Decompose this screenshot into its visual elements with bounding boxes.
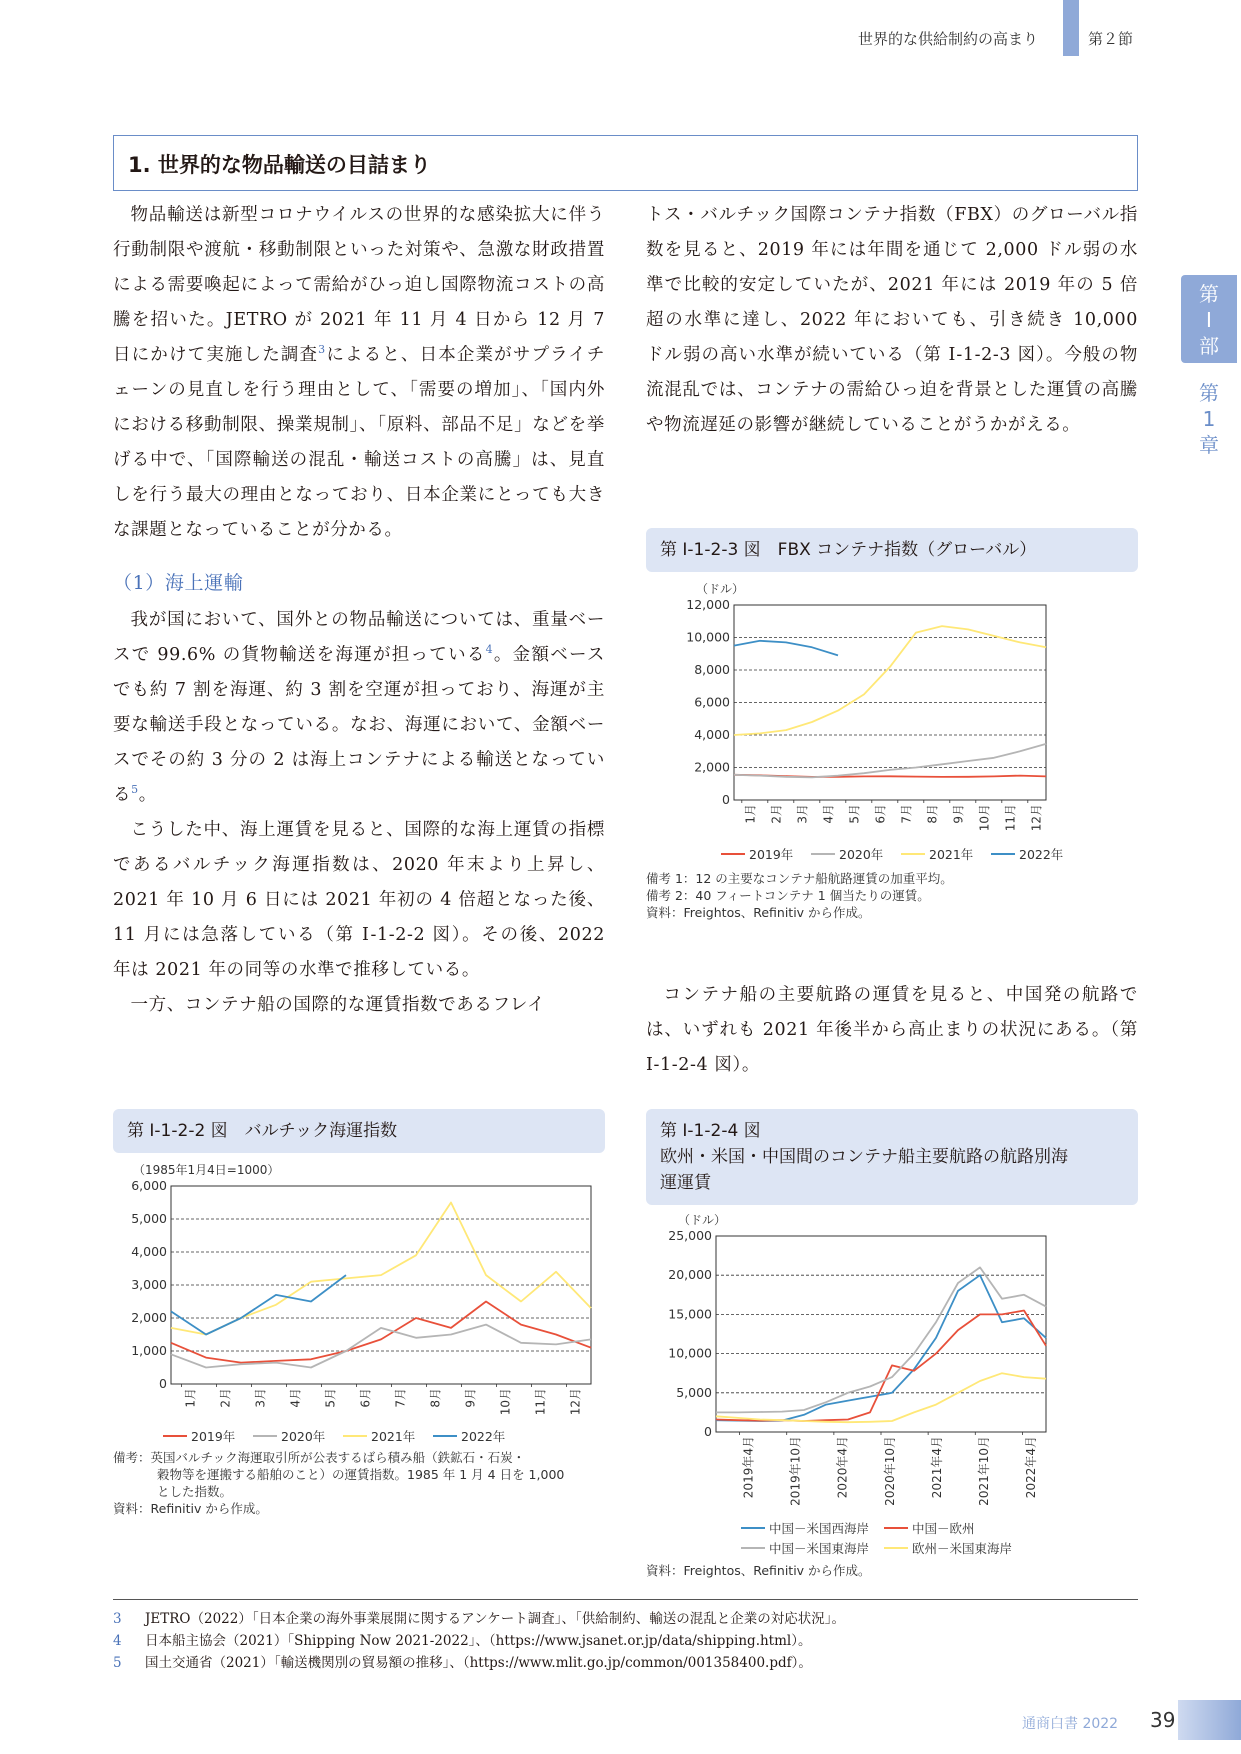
x-tick-label: 11月 <box>533 1388 548 1416</box>
series-line <box>171 1275 346 1334</box>
legend-label: 2019年 <box>749 847 794 862</box>
x-tick-label: 6月 <box>358 1388 373 1408</box>
note-line: 資料：Freightos、Refinitiv から作成。 <box>646 1563 871 1578</box>
y-tick-label: 20,000 <box>668 1267 712 1283</box>
note-line: 備考 2：40 フィートコンテナ 1 個当たりの運賃。 <box>646 888 930 903</box>
legend-label: 2020年 <box>281 1429 326 1444</box>
series-line <box>171 1302 591 1363</box>
paragraph-1: 物品輸送は新型コロナウイルスの世界的な感染拡大に伴う行動制限や渡航・移動制限といった対策や、急激な財政措置による需要喚起によって需給がひっ迫し国際物流コストの高騰を招いた。JETRO が 2021 年 11 月 4 日から 12 月 7 日にかけて実施した調査$^3$によると、日本企業がサプライチェーンの見直しを行う理由として、「需要の増加」、「国内外における移動制限、操業規制」、「原料、部品不足」などを挙げる中で、「国際輸送の混乱・輸送コストの高騰」は、見直しを行う最大の理由となっており、日本企業にとっても大きな課題となっていることが分かる。 <box>113 205 605 540</box>
x-tick-label: 6月 <box>873 804 888 824</box>
footnote-item: 5 国土交通省（2021）「輸送機関別の貿易額の推移」、（https://www.mlit.go.jp/common/001358400.pdf）。 <box>113 1655 812 1671</box>
part-tab <box>1181 275 1237 363</box>
note-line: 備考：英国バルチック海運取引所が公表するばら積み船（鉄鉱石・石炭・ <box>113 1450 526 1465</box>
footer-publication: 通商白書 2022 <box>1022 1716 1119 1732</box>
plot-frame <box>716 1236 1046 1432</box>
note-line: 穀物等を運搬する船舶のこと）の運賃指数。1985 年 1 月 4 日を 1,000 <box>157 1467 565 1482</box>
y-tick-label: 1,000 <box>131 1343 167 1358</box>
x-tick-label: 4月 <box>821 804 836 824</box>
figure-4-chart <box>646 1212 1138 1560</box>
running-header-section: 第２節 <box>1088 30 1134 48</box>
section-heading: 1. 世界的な物品輸送の目詰まり <box>113 135 1138 191</box>
y-tick-label: 2,000 <box>694 759 730 775</box>
note-line: 資料：Refinitiv から作成。 <box>113 1501 268 1516</box>
figure-4-title-line: 運運賃 <box>660 1173 711 1193</box>
footnote-ref[interactable]: 3 <box>318 343 326 357</box>
x-tick-label: 7月 <box>393 1388 408 1408</box>
y-axis-unit-label: （1985年1月4日=1000） <box>133 1163 280 1177</box>
legend-label: 中国－米国西海岸 <box>769 1521 870 1536</box>
series-line <box>734 744 1046 777</box>
right-column-mid <box>646 978 1138 1083</box>
series-line <box>734 641 838 656</box>
footnote-item: 4 日本船主協会（2021）「Shipping Now 2021-2022」、（https://www.jsanet.or.jp/data/shipping.html）。 <box>113 1633 812 1649</box>
y-tick-label: 10,000 <box>668 1345 712 1361</box>
footer-accent-bar <box>1178 1700 1241 1740</box>
x-tick-label: 2019年10月 <box>788 1436 803 1506</box>
footnote-ref[interactable]: 4 <box>485 643 494 657</box>
footnote-ref[interactable]: 5 <box>131 783 139 797</box>
chapter-tab-char: 第 <box>1199 381 1219 405</box>
x-tick-label: 10月 <box>498 1388 513 1416</box>
legend-label: 中国－米国東海岸 <box>769 1541 870 1556</box>
x-tick-label: 2020年4月 <box>835 1436 850 1499</box>
x-tick-label: 2021年10月 <box>977 1436 992 1506</box>
legend-label: 2019年 <box>191 1429 236 1444</box>
x-tick-label: 12月 <box>568 1388 583 1416</box>
y-axis-unit-label: （ドル） <box>678 1213 727 1227</box>
x-tick-label: 2022年4月 <box>1024 1436 1039 1499</box>
paragraph-4: 一方、コンテナ船の国際的な運賃指数であるフレイ <box>130 995 546 1015</box>
chapter-tab-char: 1 <box>1202 407 1216 431</box>
chapter-tab <box>1181 380 1237 458</box>
chapter-tab-char: 章 <box>1199 433 1219 457</box>
x-tick-label: 2020年10月 <box>882 1436 897 1506</box>
x-tick-label: 5月 <box>847 804 862 824</box>
part-tab-char: 第 <box>1199 282 1219 306</box>
figure-2-title: 第 Ⅰ-1-2-2 図 バルチック海運指数 <box>113 1109 605 1153</box>
x-tick-label: 9月 <box>951 804 966 824</box>
y-tick-label: 4,000 <box>131 1244 167 1259</box>
y-tick-label: 15,000 <box>668 1306 712 1322</box>
figure-4-notes <box>646 1562 871 1579</box>
y-axis-unit-label: （ドル） <box>696 582 745 596</box>
x-tick-label: 1月 <box>743 804 758 824</box>
legend-label: 2021年 <box>929 847 974 862</box>
y-tick-label: 5,000 <box>676 1384 712 1400</box>
y-tick-label: 0 <box>722 792 730 807</box>
part-tab-char: Ⅰ <box>1206 308 1212 332</box>
subheading-maritime: （1）海上運輸 <box>113 572 244 594</box>
paragraph-2: 我が国において、国外との物品輸送については、重量ベースで 99.6% の貨物輸送を海運が担っている$^4$。金額ベースでも約 7 割を海運、約 3 割を空運が担っており、海運が主要な輸送手段となっている。なお、海運において、金額ベースでその約 3 分の 2 は海上コンテナによる輸送となっている$^5$。 <box>113 610 605 805</box>
x-tick-label: 9月 <box>463 1388 478 1408</box>
y-tick-label: 8,000 <box>694 662 730 677</box>
y-tick-label: 4,000 <box>694 727 730 742</box>
figure-3-notes <box>646 870 953 921</box>
y-tick-label: 0 <box>159 1376 167 1391</box>
x-tick-label: 8月 <box>925 804 940 824</box>
x-tick-label: 12月 <box>1029 804 1044 832</box>
page-number: 39 <box>1150 1708 1176 1732</box>
figure-3-title: 第 Ⅰ-1-2-3 図 FBX コンテナ指数（グローバル） <box>646 528 1138 572</box>
y-tick-label: 12,000 <box>686 597 730 612</box>
series-line <box>716 1373 1046 1422</box>
note-line: 資料：Freightos、Refinitiv から作成。 <box>646 905 871 920</box>
right-column-top <box>646 198 1138 443</box>
x-tick-label: 5月 <box>323 1388 338 1408</box>
legend-label: 中国－欧州 <box>912 1521 975 1536</box>
x-tick-label: 2月 <box>769 804 784 824</box>
y-tick-label: 3,000 <box>131 1277 167 1292</box>
y-tick-label: 25,000 <box>668 1228 712 1243</box>
legend-label: 2022年 <box>1019 847 1064 862</box>
figure-2-chart <box>113 1160 605 1448</box>
paragraph-3: こうした中、海上運賃を見ると、国際的な海上運賃の指標であるバルチック海運指数は、2020 年末より上昇し、2021 年 10 月 6 日には 2021 年初の 4 倍超となった後、11 月には急落している（第 Ⅰ-1-2-2 図）。その後、2022 年は 2021 年の同等の水準で推移している。 <box>113 820 605 980</box>
x-tick-label: 8月 <box>428 1388 443 1408</box>
y-tick-label: 6,000 <box>131 1178 167 1193</box>
figure-2-notes <box>113 1449 564 1517</box>
x-tick-label: 3月 <box>795 804 810 824</box>
y-tick-label: 10,000 <box>686 629 730 645</box>
legend-label: 2021年 <box>371 1429 416 1444</box>
part-tab-char: 部 <box>1199 334 1219 358</box>
x-tick-label: 1月 <box>183 1388 198 1408</box>
x-tick-label: 7月 <box>899 804 914 824</box>
running-header-title: 世界的な供給制約の高まり <box>858 30 1039 48</box>
legend-label: 2020年 <box>839 847 884 862</box>
y-tick-label: 6,000 <box>694 694 730 710</box>
header-accent-bar <box>1063 0 1079 56</box>
left-column <box>113 198 605 1023</box>
figure-3-chart <box>646 578 1138 868</box>
y-tick-label: 0 <box>704 1424 712 1439</box>
paragraph-5: トス・バルチック国際コンテナ指数（FBX）のグローバル指数を見ると、2019 年には年間を通じて 2,000 ドル弱の水準で比較的安定していたが、2021 年には 2019 年の 5 倍超の水準に達し、2022 年においても、引き続き 10,000 ドル弱の高い水準が続いている（第 Ⅰ-1-2-3 図）。今般の物流混乱では、コンテナの需給ひっ迫を背景とした運賃の高騰や物流遅延の影響が継続していることがうかがえる。 <box>646 205 1138 435</box>
figure-4-title <box>646 1109 1138 1205</box>
note-line: 備考 1：12 の主要なコンテナ船航路運賃の加重平均。 <box>646 871 953 886</box>
note-line: とした指数。 <box>157 1484 233 1499</box>
y-tick-label: 2,000 <box>131 1310 167 1325</box>
paragraph-6: コンテナ船の主要航路の運賃を見ると、中国発の航路では、いずれも 2021 年後半から高止まりの状況にある。（第 Ⅰ-1-2-4 図）。 <box>646 985 1138 1075</box>
footnotes <box>113 1599 1138 1674</box>
series-line <box>716 1275 1046 1421</box>
x-tick-label: 10月 <box>977 804 992 832</box>
footnote-item: 3 JETRO（2022）「日本企業の海外事業展開に関するアンケート調査」、「供給制約、輸送の混乱と企業の対応状況」。 <box>113 1611 846 1627</box>
x-tick-label: 3月 <box>253 1388 268 1408</box>
legend-label: 欧州－米国東海岸 <box>912 1541 1013 1556</box>
figure-4-title-line: 欧州・米国・中国間のコンテナ船主要航路の航路別海 <box>660 1147 1068 1167</box>
x-tick-label: 2019年4月 <box>741 1436 756 1499</box>
figure-4-title-line: 第 Ⅰ-1-2-4 図 <box>660 1121 761 1141</box>
series-line <box>171 1203 591 1335</box>
x-tick-label: 4月 <box>288 1388 303 1408</box>
y-tick-label: 5,000 <box>131 1211 167 1226</box>
x-tick-label: 2021年4月 <box>929 1436 944 1499</box>
series-line <box>716 1311 1046 1422</box>
x-tick-label: 11月 <box>1003 804 1018 832</box>
x-tick-label: 2月 <box>218 1388 233 1408</box>
legend-label: 2022年 <box>461 1429 506 1444</box>
